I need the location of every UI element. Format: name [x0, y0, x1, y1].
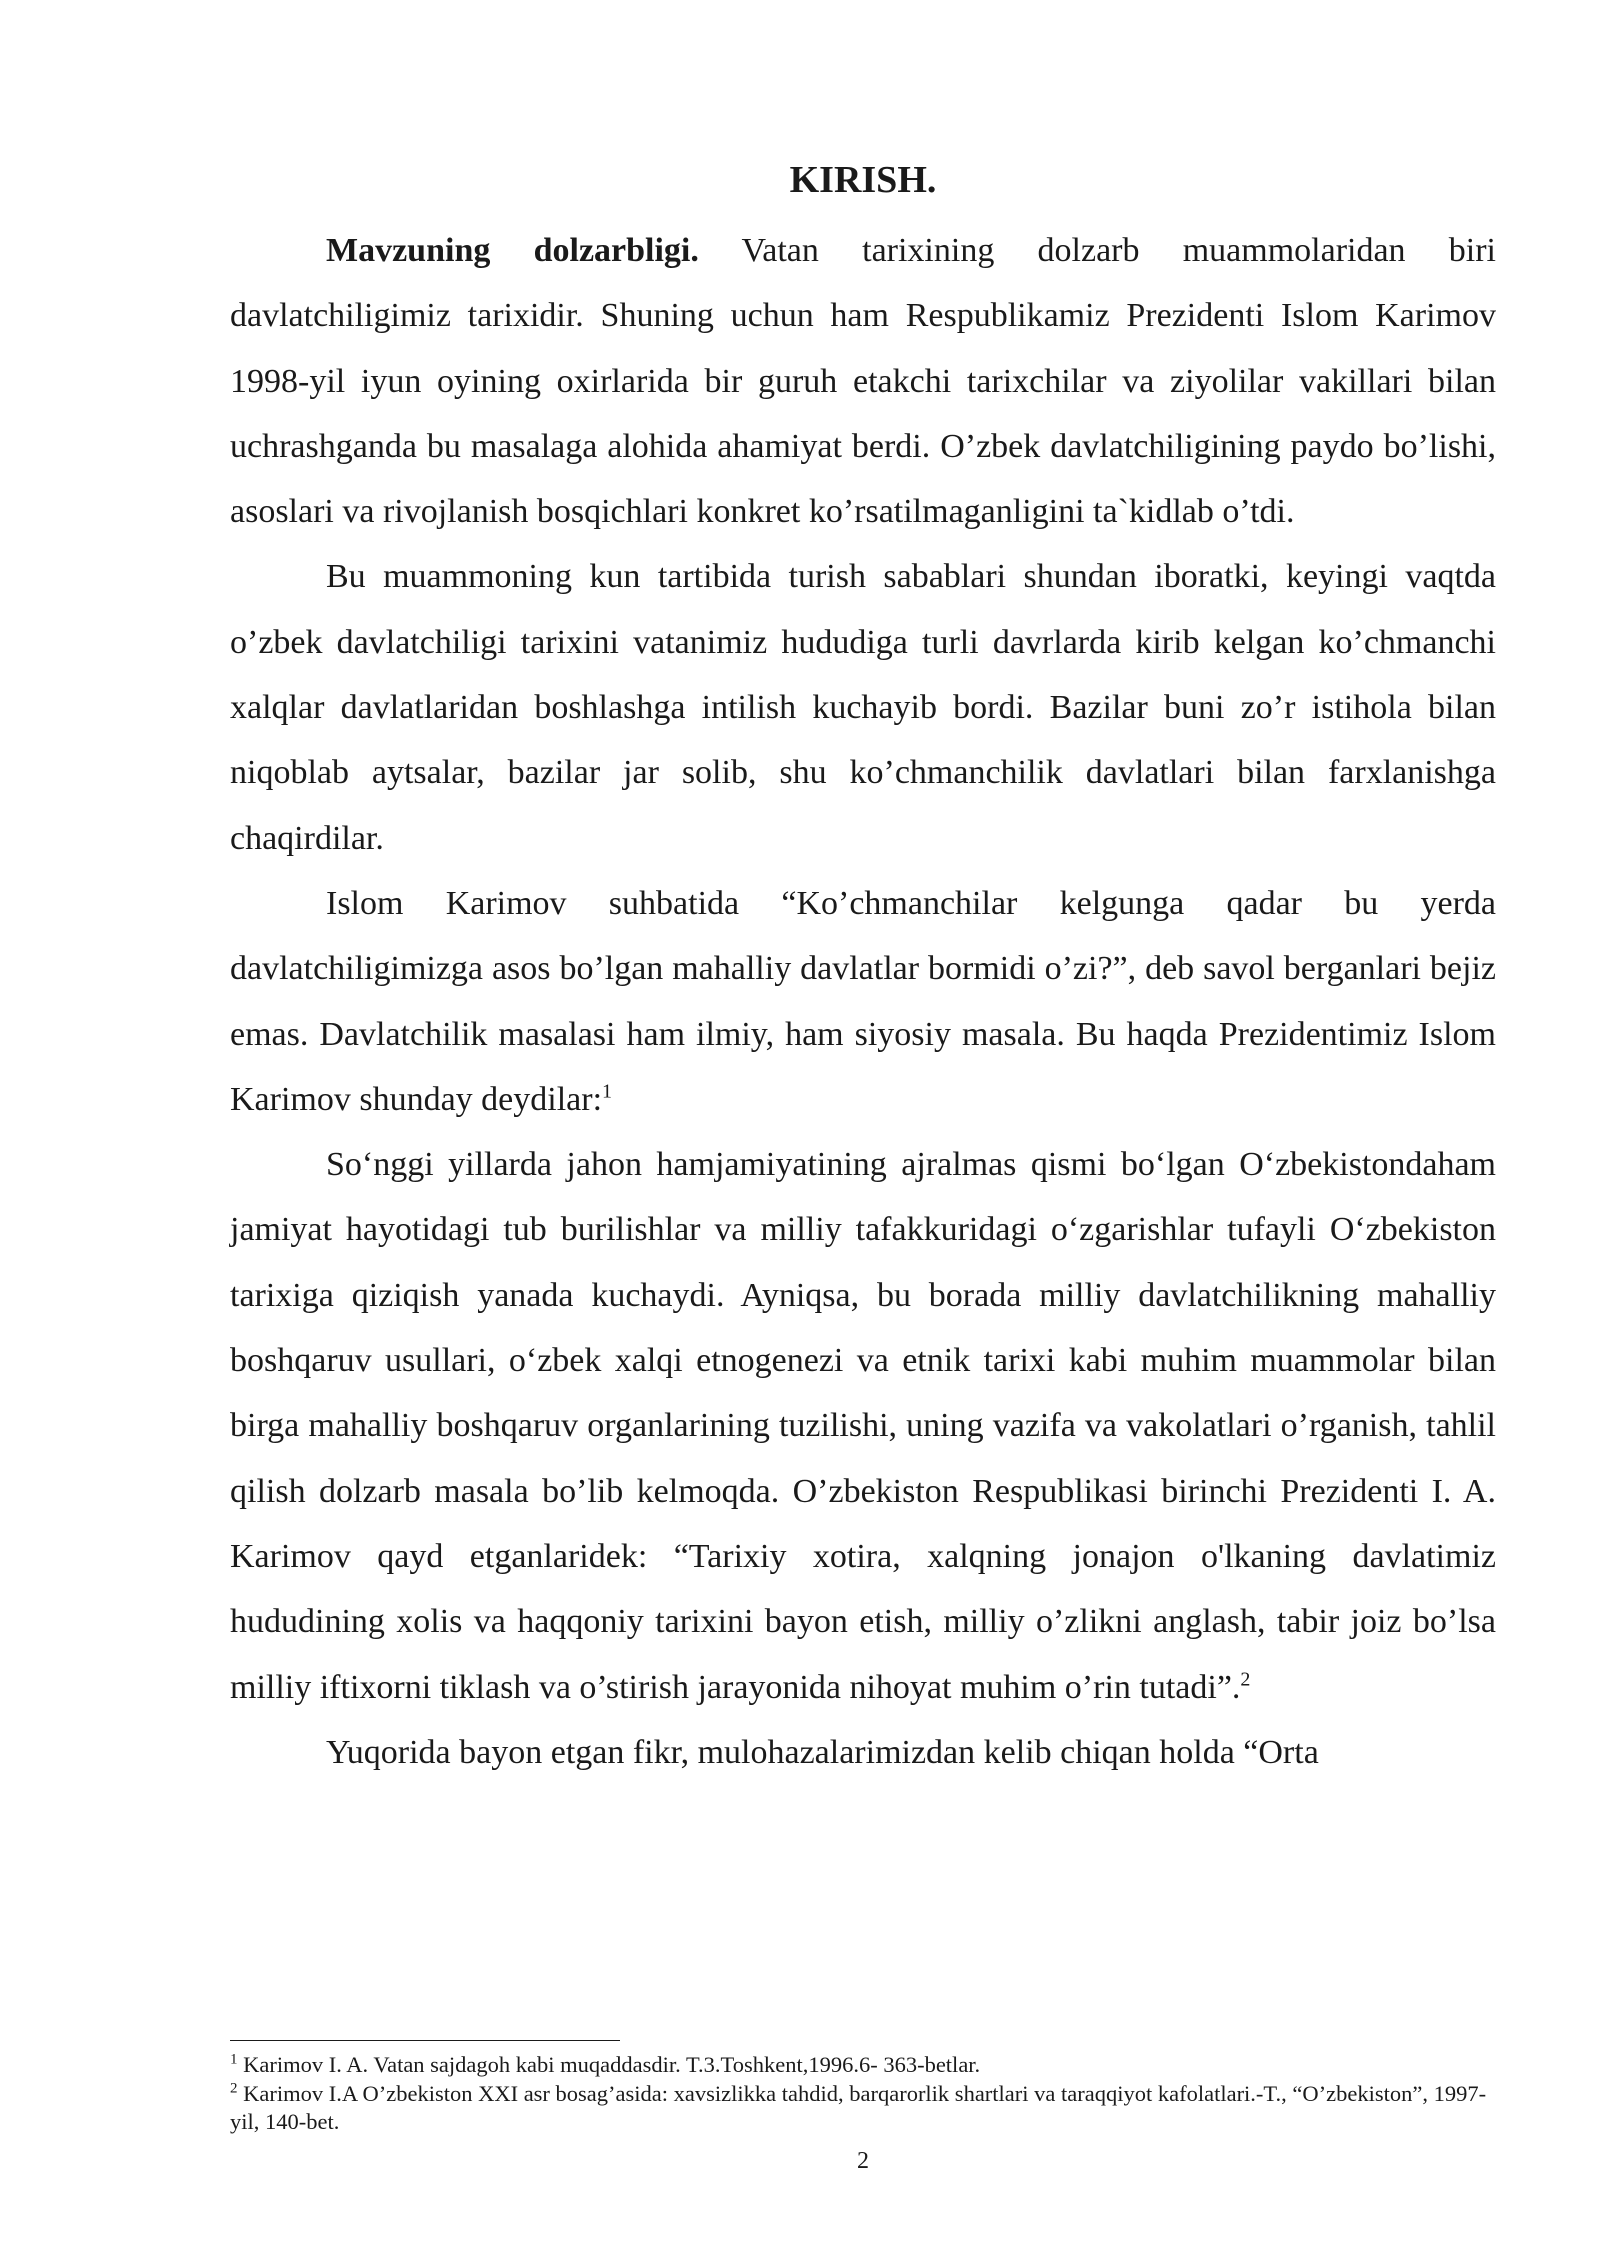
footnote-1: [230, 2051, 1496, 2080]
paragraph-relevance: [230, 218, 1496, 544]
paragraph-conclusion: [230, 1720, 1496, 1785]
footnote-ref-2[interactable]: 2: [1240, 1668, 1251, 1691]
footnote-mark: 1: [230, 2051, 238, 2068]
body-text: [230, 218, 1496, 1785]
paragraph-text: Islom Karimov suhbatida “Ko’chmanchilar kelgunga qadar bu yerda davlatchiligimizga asos bo’lgan mahalliy davlatlar bormidi o’zi?”, deb savol berganlari bejiz emas. Davlatchilik masalasi ham ilmiy, ham siyosiy masala. Bu haqda Prezidentimiz Islom Karimov shunday deydilar:: [230, 884, 1496, 1118]
paragraph-interview: [230, 871, 1496, 1132]
paragraph-text: So‘nggi yillarda jahon hamjamiyatining ajralmas qismi bo‘lgan O‘zbekistondaham jamiyat hayotidagi tub burilishlar va milliy tafakkuridagi o‘zgarishlar tufayli O‘zbekiston tarixiga qiziqish yanada kuchaydi. Ayniqsa, bu borada milliy davlatchilikning mahalliy boshqaruv usullari, o‘zbek xalqi etnogenezi va etnik tarixi kabi muhim muammolar bilan birga mahalliy boshqaruv organlarining tuzilishi, uning vazifa va vakolatlari o’rganish, tahlil qilish dolzarb masala bo’lib kelmoqda. O’zbekiston Respublikasi birinchi Prezidenti I. A. Karimov qayd etganlaridek: “Tarixiy xotira, xalqning jonajon o'lkaning davlatimiz hududining xolis va haqqoniy tarixini bayon etish, milliy o’zlikni anglash, tabir joiz bo’lsa milliy iftixorni tiklash va o’stirish jarayonida nihoyat muhim o’rin tutadi”.: [230, 1146, 1496, 1706]
paragraph-text: Bu muammoning kun tartibida turish sabablari shundan iboratki, keyingi vaqtda o’zbek davlatchiligi tarixini vatanimiz hududiga turli davrlarda kirib kelgan ko’chmanchi xalqlar davlatlaridan boshlashga intilish kuchayib bordi. Bazilar buni zo’r istihola bilan niqoblab aytsalar, bazilar jar solib, shu ko’chmanchilik davlatlari bilan farxlanishga chaqirdilar.: [230, 558, 1496, 857]
page-title: KIRISH.: [789, 159, 937, 201]
paragraph-recent-years: [230, 1132, 1496, 1720]
footnote-separator: [230, 2040, 620, 2041]
footnote-ref-1[interactable]: 1: [602, 1080, 613, 1103]
footnotes: [230, 2040, 1496, 2137]
paragraph-lead: Mavzuning dolzarbligi.: [326, 232, 699, 269]
paragraph-text: Vatan tarixining dolzarb muammolaridan biri davlatchiligimiz tarixidir. Shuning uchun ham Respublikamiz Prezidenti Islom Karimov 1998-yil iyun oyining oxirlarida bir guruh etakchi tarixchilar va ziyolilar vakillari bilan uchrashganda bu masalaga alohida ahamiyat berdi. O’zbek davlatchiligining paydo bo’lishi, asoslari va rivojlanish bosqichlari konkret ko’rsatilmaganligini ta`kidlab o’tdi.: [230, 232, 1496, 531]
footnote-2: [230, 2080, 1496, 2137]
footnote-text: Karimov I.A O’zbekiston XXI asr bosag’asida: xavsizlikka tahdid, barqarorlik shartlari va taraqqiyot kafolatlari.-T., “O’zbekiston”, 1997-yil, 140-bet.: [230, 2080, 1487, 2134]
footnote-text: Karimov I. A. Vatan sajdagoh kabi muqaddasdir. T.3.Toshkent,1996.6- 363-betlar.: [237, 2052, 981, 2077]
footnote-mark: 2: [230, 2080, 238, 2096]
paragraph-text: Yuqorida bayon etgan fikr, mulohazalarimizdan kelib chiqan holda “Orta: [326, 1733, 1319, 1771]
page-number: 2: [857, 2148, 869, 2174]
paragraph-problem: [230, 544, 1496, 870]
